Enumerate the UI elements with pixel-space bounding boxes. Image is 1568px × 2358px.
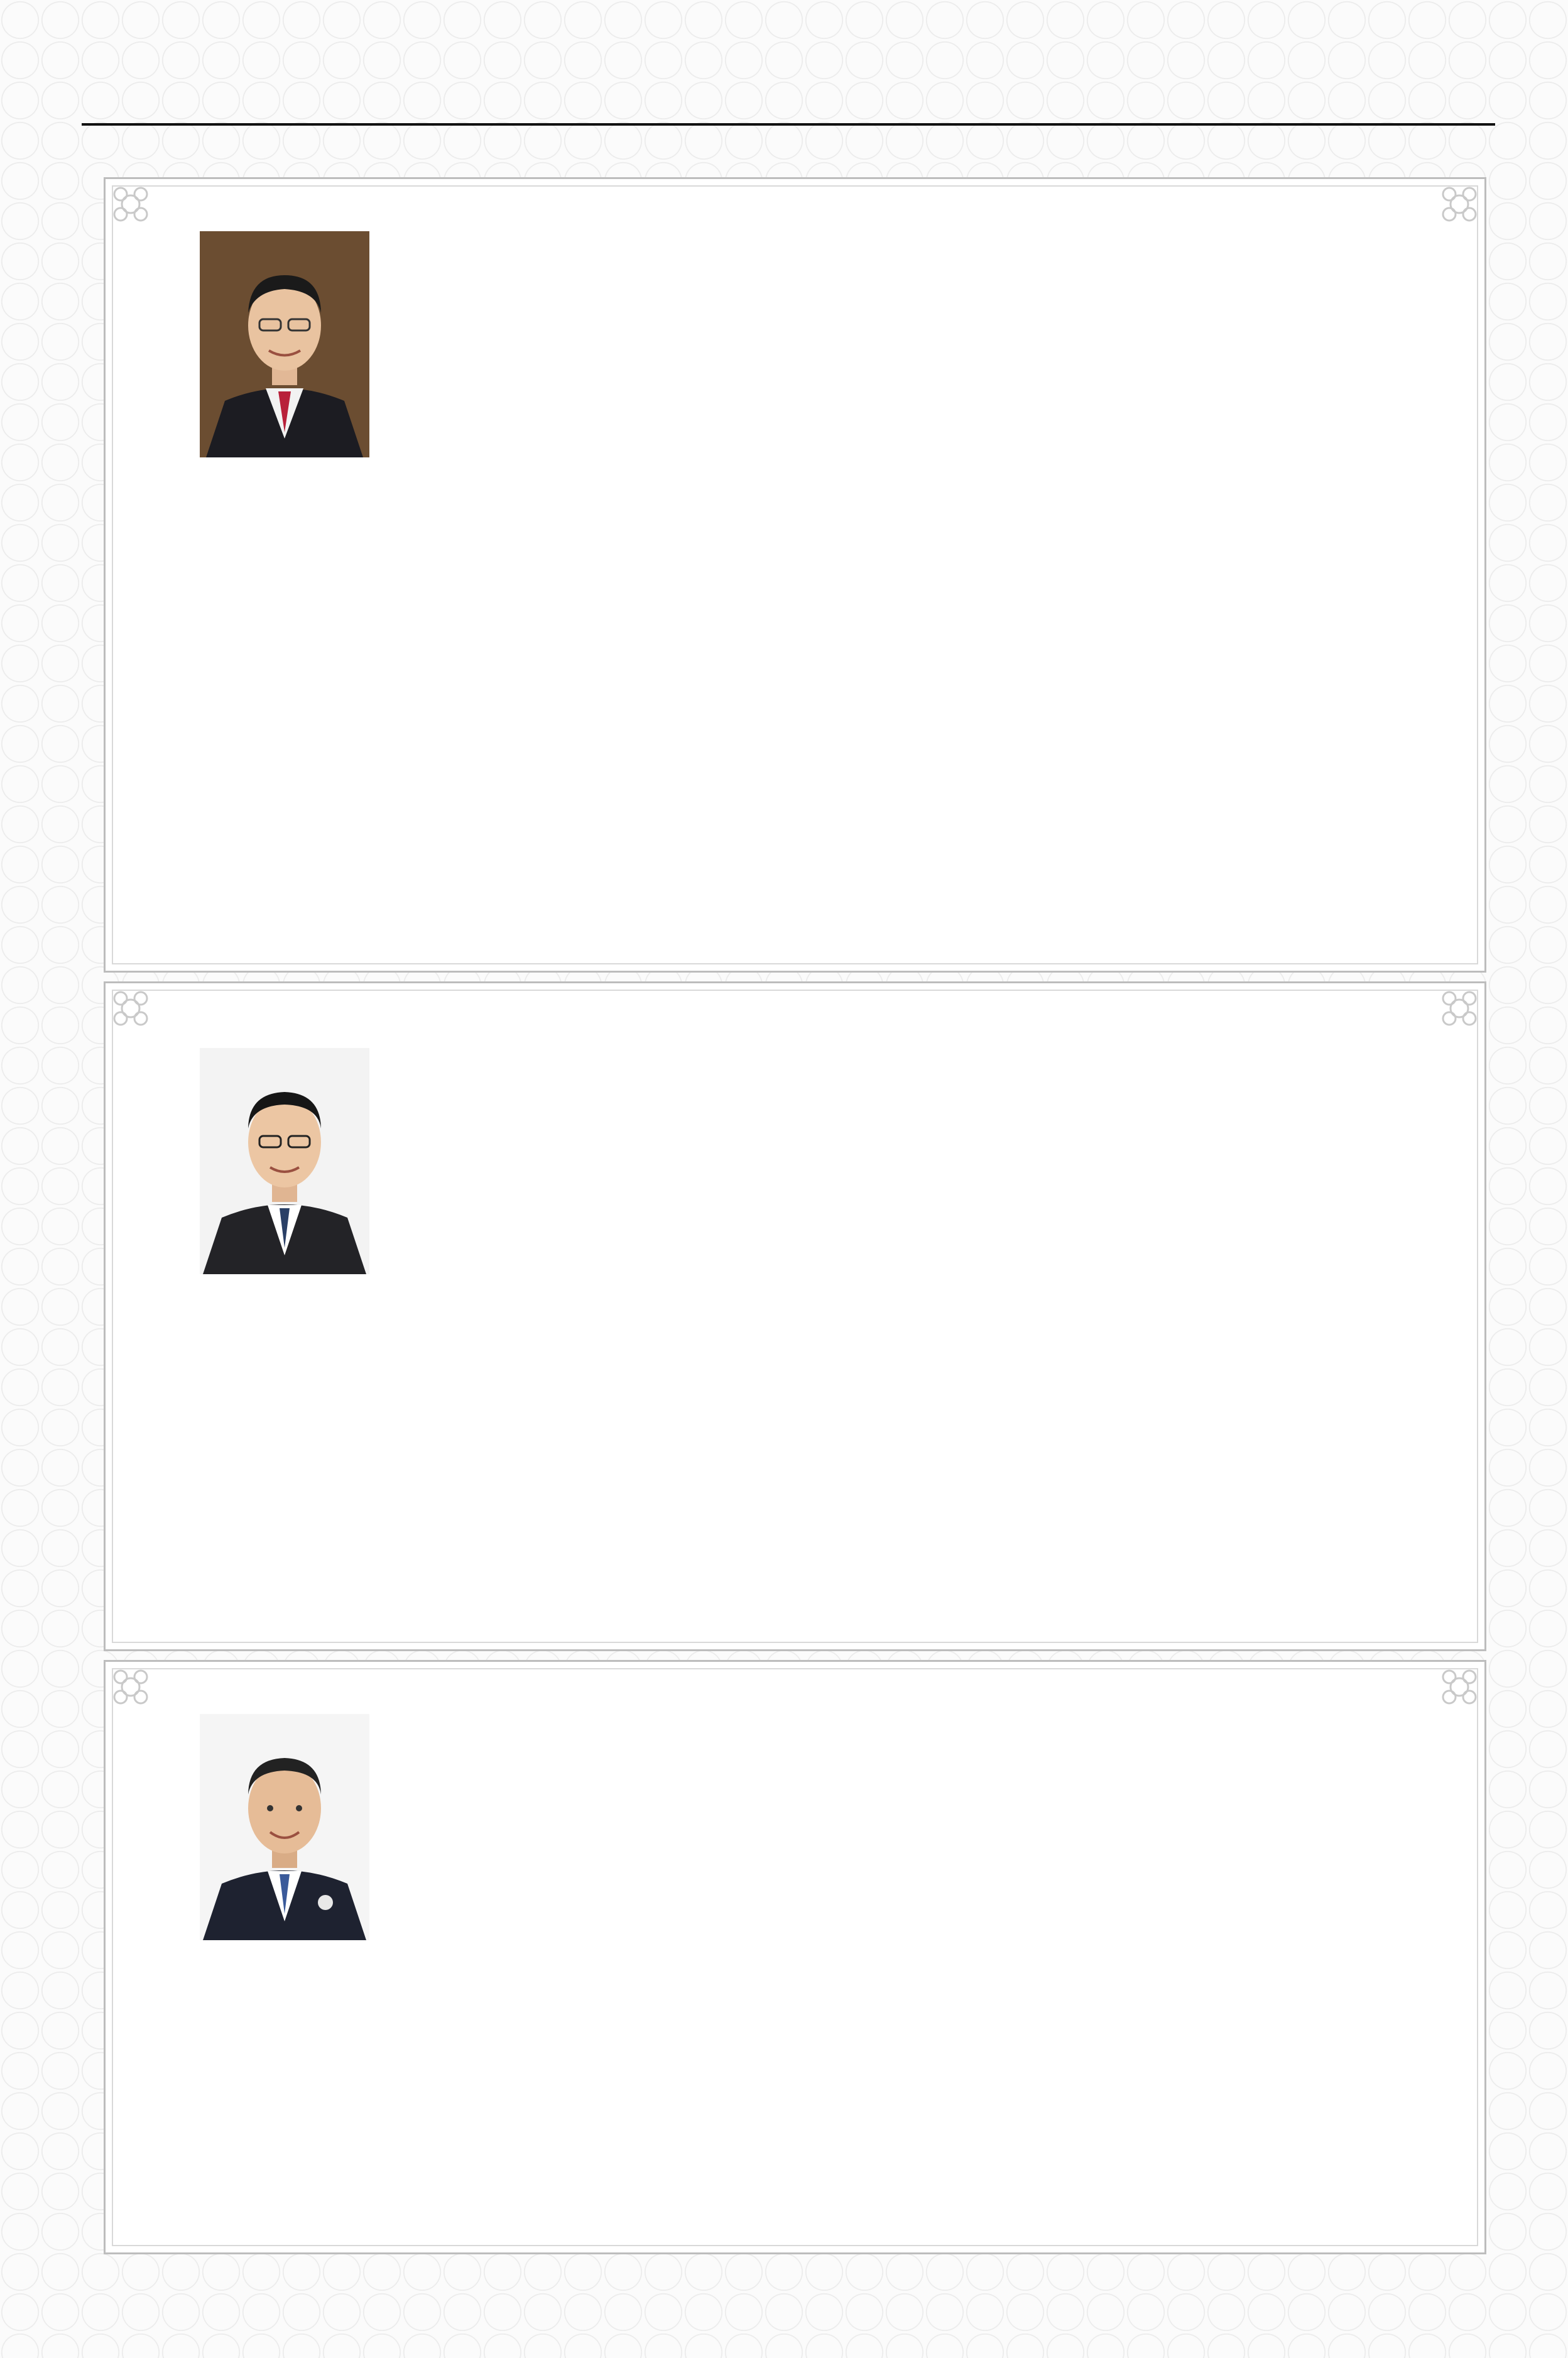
- knot-ornament-icon: [108, 986, 153, 1031]
- knot-ornament-icon: [1437, 1664, 1482, 1710]
- knot-ornament-icon: [108, 1664, 153, 1710]
- knot-ornament-icon: [1437, 986, 1482, 1031]
- article-lee-younghoon: [104, 177, 1486, 973]
- article-park-eunsung: [104, 981, 1486, 1651]
- header-color-bar: [503, 126, 1018, 142]
- page-header: [82, 75, 1495, 126]
- knot-ornament-icon: [1437, 182, 1482, 227]
- footer-color-bar: [82, 2265, 1495, 2281]
- portrait-photo: [200, 1714, 369, 1940]
- article-sam-shin: [104, 1660, 1486, 2254]
- portrait-photo: [200, 1048, 369, 1274]
- knot-ornament-icon: [108, 182, 153, 227]
- portrait-photo: [200, 231, 369, 457]
